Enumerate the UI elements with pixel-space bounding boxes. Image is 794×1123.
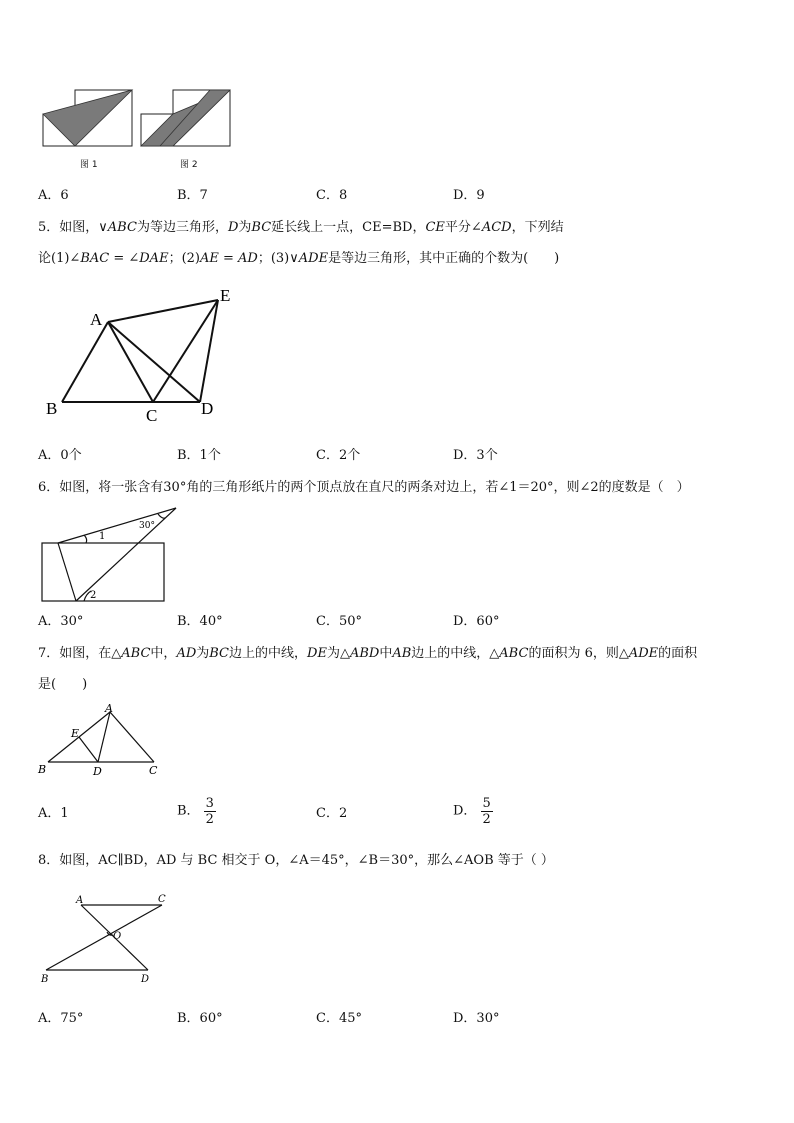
q5-label-e: E (220, 286, 231, 305)
q6-label-1: 1 (99, 531, 106, 542)
q7-stem-line-1: 7．如图，在△ABC中，AD为BC边上的中线，DE为△ABD中AB边上的中线，△ABC的面积为 6，则△ADE的面积 (38, 646, 698, 661)
q8-label-d: D (141, 974, 150, 985)
q7-label-a: A (105, 702, 113, 715)
q6-option-d[interactable]: D．60° (453, 614, 500, 629)
q4-option-c[interactable]: C．8 (316, 188, 348, 203)
q5-stem-line-2: 论(1)∠BAC = ∠DAE；(2)AE = AD；(3)∨ADE是等边三角形，其中正确的个数为( ) (38, 251, 560, 266)
q5-stem-line-1: 5．如图，∨ABC为等边三角形，D为BC延长线上一点，CE=BD，CE平分∠ACD，下列结 (38, 220, 564, 235)
q5-option-b[interactable]: B．1个 (177, 448, 221, 463)
q5-label-c: C (146, 406, 158, 425)
q4-option-d[interactable]: D．9 (453, 188, 485, 203)
q6-option-c[interactable]: C．50° (316, 614, 362, 629)
q8-label-o: O (113, 931, 122, 942)
q7-label-d: D (93, 765, 102, 778)
q5-option-a[interactable]: A．0个 (38, 448, 82, 463)
q4-option-b[interactable]: B．7 (177, 188, 208, 203)
q8-stem: 8．如图，AC∥BD，AD 与 BC 相交于 O，∠A＝45°，∠B＝30°，那么∠AOB 等于（ ） (38, 853, 554, 868)
q5-label-b: B (46, 399, 58, 418)
q8-option-a[interactable]: A．75° (38, 1011, 84, 1026)
q8-option-b[interactable]: B．60° (177, 1011, 223, 1026)
q7-label-c: C (149, 764, 158, 777)
q8-option-d[interactable]: D．30° (453, 1011, 500, 1026)
q5-figure (40, 285, 240, 425)
q7-stem-line-2: 是( ) (38, 677, 88, 692)
q7-option-b-fraction: $\frac{3}{2}$ (205, 796, 214, 827)
q4-option-a[interactable]: A．6 (38, 188, 69, 203)
q4-figure-2 (140, 88, 240, 148)
q8-label-c: C (158, 894, 166, 905)
q5-option-d[interactable]: D．3个 (453, 448, 498, 463)
q7-label-e: E (71, 727, 80, 740)
q7-option-a[interactable]: A．1 (38, 806, 69, 821)
q6-stem: 6．如图，将一张含有30°角的三角形纸片的两个顶点放在直尺的两条对边上，若∠1＝20°，则∠2的度数是（ ） (38, 480, 690, 495)
q7-figure (36, 700, 176, 780)
q8-figure (38, 892, 178, 987)
q7-option-b[interactable]: B． $\frac{3}{2}$ (177, 796, 214, 827)
q7-label-b: B (38, 763, 47, 776)
q7-option-c[interactable]: C．2 (316, 806, 348, 821)
q4-fig1-caption: 图 1 (80, 160, 98, 170)
q6-label-30: 30° (139, 521, 155, 531)
q7-option-d-fraction: $\frac{5}{2}$ (482, 796, 491, 827)
q5-option-c[interactable]: C．2个 (316, 448, 361, 463)
q6-option-b[interactable]: B．40° (177, 614, 223, 629)
q8-option-c[interactable]: C．45° (316, 1011, 362, 1026)
q6-label-2: 2 (90, 590, 97, 601)
q8-label-a: A (76, 895, 84, 906)
q7-option-d[interactable]: D． $\frac{5}{2}$ (453, 796, 491, 827)
q6-figure (40, 505, 190, 605)
q6-option-a[interactable]: A．30° (38, 614, 84, 629)
q4-fig2-caption: 图 2 (180, 160, 198, 170)
q4-figure-1 (42, 88, 142, 148)
q5-label-a: A (90, 310, 103, 329)
q5-label-d: D (201, 399, 214, 418)
q8-label-b: B (41, 974, 49, 985)
